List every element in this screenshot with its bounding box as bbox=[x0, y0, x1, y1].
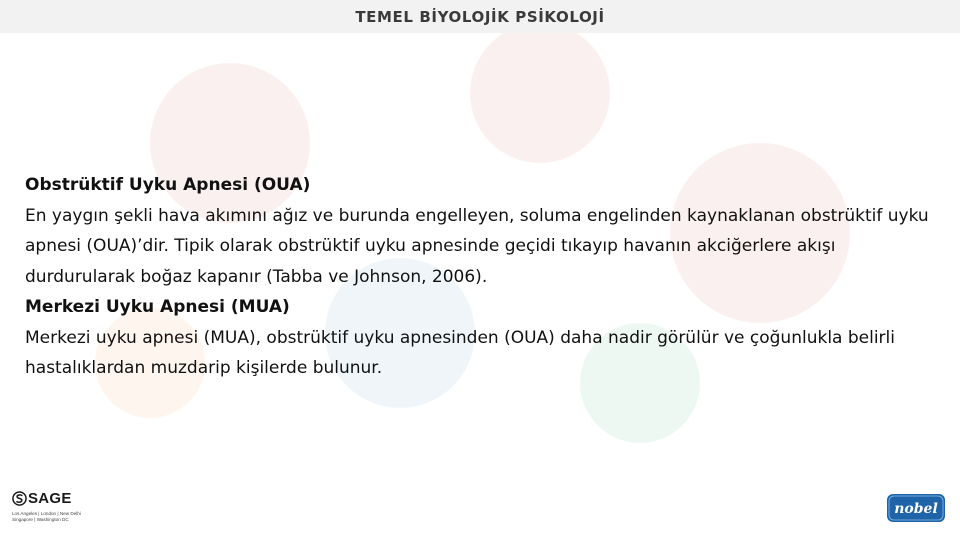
sage-cities bbox=[12, 511, 92, 523]
header-bar bbox=[0, 0, 960, 33]
nobel-publisher-logo bbox=[886, 493, 946, 523]
sage-logo bbox=[12, 490, 92, 507]
nobel-logo-text: nobel bbox=[894, 501, 938, 517]
paragraph-mua: Merkezi uyku apnesi (MUA), obstrüktif uyku apnesinden (OUA) daha nadir görülür ve çoğunlukla belirli hastalıklardan muzdarip kişilerde bulunur. bbox=[25, 327, 895, 378]
sage-mark-icon bbox=[12, 491, 27, 506]
slide-body bbox=[25, 170, 935, 384]
section-heading-oua: Obstrüktif Uyku Apnesi (OUA) bbox=[25, 175, 311, 195]
section-heading-mua: Merkezi Uyku Apnesi (MUA) bbox=[25, 297, 290, 317]
sage-publisher-logo bbox=[12, 490, 92, 523]
sage-cities-line1: Los Angeles | London | New Delhi bbox=[12, 511, 81, 516]
sage-logo-text: SAGE bbox=[28, 490, 72, 507]
sage-cities-line2: Singapore | Washington DC bbox=[12, 517, 69, 522]
paragraph-oua: En yaygın şekli hava akımını ağız ve burunda engelleyen, soluma engelinden kaynaklanan obstrüktif uyku apnesi (OUA)’dir. Tipik olarak obstrüktif uyku apnesinde geçidi tıkayıp havanın akciğerlere akışı durdurularak boğaz kapanır (Tabba ve Johnson, 2006). bbox=[25, 205, 929, 287]
page-title: TEMEL BİYOLOJİK PSİKOLOJİ bbox=[355, 7, 605, 26]
